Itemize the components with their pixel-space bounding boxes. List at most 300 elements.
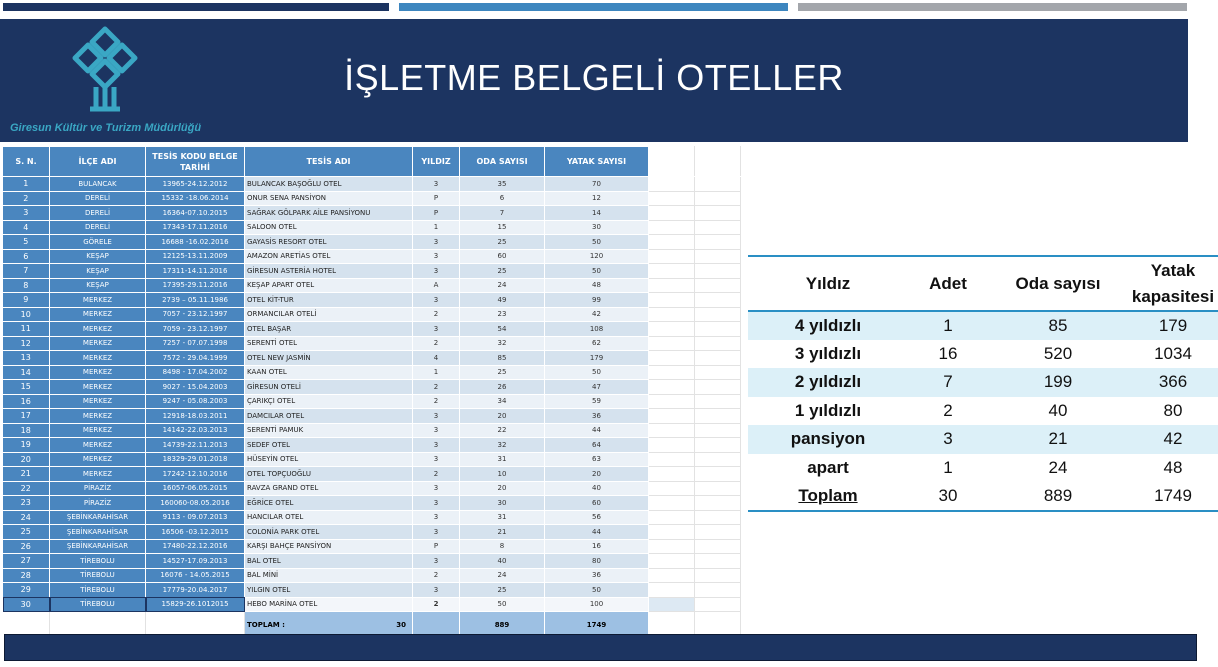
row-oda: 49 <box>460 293 545 308</box>
row-yatak: 50 <box>545 583 649 598</box>
row-blank <box>695 206 741 221</box>
row-sn: 6 <box>3 249 50 264</box>
row-yildiz: 3 <box>413 510 460 525</box>
bottom-bar <box>4 634 1197 661</box>
row-kod: 7059 - 23.12.1997 <box>146 322 245 337</box>
row-yatak: 48 <box>545 278 649 293</box>
row-blank <box>695 525 741 540</box>
row-tesis: SALOON OTEL <box>245 220 413 235</box>
row-yatak: 50 <box>545 365 649 380</box>
row-blank <box>695 191 741 206</box>
summary-oda: 21 <box>988 425 1128 454</box>
row-blank <box>695 409 741 424</box>
row-sn: 28 <box>3 568 50 583</box>
row-oda: 7 <box>460 206 545 221</box>
row-ilce: PİRAZİZ <box>50 496 146 511</box>
row-yatak: 47 <box>545 380 649 395</box>
row-blank <box>649 336 695 351</box>
row-yildiz: 4 <box>413 351 460 366</box>
row-blank <box>695 423 741 438</box>
row-sn: 9 <box>3 293 50 308</box>
row-blank <box>695 583 741 598</box>
summary-total-yatak: 1749 <box>1128 482 1218 511</box>
row-kod: 17242-12.10.2016 <box>146 467 245 482</box>
table-row <box>3 191 741 206</box>
summary-yatak: 366 <box>1128 368 1218 397</box>
table-row <box>3 452 741 467</box>
row-blank <box>649 597 695 612</box>
row-blank <box>649 249 695 264</box>
row-oda: 85 <box>460 351 545 366</box>
row-ilce: DERELİ <box>50 191 146 206</box>
summary-yatak: 48 <box>1163 457 1183 477</box>
table-header-row <box>3 147 741 177</box>
table-row <box>3 351 741 366</box>
row-oda: 50 <box>460 597 545 612</box>
row-ilce: MERKEZ <box>50 394 146 409</box>
row-ilce: TİREBOLU <box>50 554 146 569</box>
table-row <box>3 278 741 293</box>
row-oda: 6 <box>460 191 545 206</box>
table-row <box>3 307 741 322</box>
row-oda: 15 <box>460 220 545 235</box>
row-ilce: MERKEZ <box>50 423 146 438</box>
summary-total-row <box>748 482 1218 511</box>
row-kod: 8498 - 17.04.2002 <box>146 365 245 380</box>
row-kod: 17343-17.11.2016 <box>146 220 245 235</box>
row-kod: 14527-17.09.2013 <box>146 554 245 569</box>
row-ilce: BULANCAK <box>50 177 146 192</box>
row-blank <box>695 336 741 351</box>
summary-total-adet: 30 <box>908 482 988 511</box>
row-ilce: MERKEZ <box>50 467 146 482</box>
summary-adet: 2 <box>943 400 953 420</box>
row-yatak: 63 <box>545 452 649 467</box>
row-ilce: MERKEZ <box>50 336 146 351</box>
row-yatak: 50 <box>545 264 649 279</box>
table-row <box>3 597 741 612</box>
row-tesis: ÇARIKÇI OTEL <box>245 394 413 409</box>
row-blank <box>649 539 695 554</box>
summary-oda: 24 <box>1048 457 1068 477</box>
summary-header-oda: Oda sayısı <box>988 256 1128 311</box>
row-yildiz: 3 <box>413 481 460 496</box>
row-blank <box>695 568 741 583</box>
row-ilce: TİREBOLU <box>50 597 146 612</box>
row-tesis: ONUR SENA PANSİYON <box>245 191 413 206</box>
row-blank <box>649 177 695 192</box>
row-sn: 8 <box>3 278 50 293</box>
row-blank <box>695 278 741 293</box>
row-ilce: MERKEZ <box>50 307 146 322</box>
summary-header-yildiz: Yıldız <box>748 256 908 311</box>
row-sn: 22 <box>3 481 50 496</box>
summary-yatak: 42 <box>1128 425 1218 454</box>
row-kod: 14142-22.03.2013 <box>146 423 245 438</box>
row-yildiz: 2 <box>413 380 460 395</box>
summary-row <box>748 397 1218 426</box>
row-tesis: BAL MİNİ <box>245 568 413 583</box>
row-sn: 2 <box>3 191 50 206</box>
header-ilce: İLÇE ADI <box>50 147 146 177</box>
table-row <box>3 206 741 221</box>
row-ilce: MERKEZ <box>50 322 146 337</box>
summary-adet: 3 <box>908 425 988 454</box>
table-row <box>3 467 741 482</box>
row-tesis: BAL OTEL <box>245 554 413 569</box>
row-ilce: ŞEBİNKARAHİSAR <box>50 510 146 525</box>
row-ilce: DERELİ <box>50 206 146 221</box>
row-kod: 15332 -18.06.2014 <box>146 191 245 206</box>
row-kod: 16076 - 14.05.2015 <box>146 568 245 583</box>
row-kod: 17395-29.11.2016 <box>146 278 245 293</box>
row-ilce: KEŞAP <box>50 264 146 279</box>
table-row <box>3 380 741 395</box>
row-oda: 23 <box>460 307 545 322</box>
row-oda: 31 <box>460 510 545 525</box>
row-yatak: 108 <box>545 322 649 337</box>
summary-oda: 520 <box>1043 343 1073 363</box>
table-row <box>3 423 741 438</box>
row-yildiz: 3 <box>413 264 460 279</box>
row-oda: 31 <box>460 452 545 467</box>
row-yatak: 36 <box>545 568 649 583</box>
row-yildiz: A <box>413 278 460 293</box>
summary-label: 4 yıldızlı <box>748 311 908 340</box>
summary-header-row <box>748 256 1218 311</box>
row-blank <box>695 438 741 453</box>
row-tesis: YILGIN OTEL <box>245 583 413 598</box>
table-row <box>3 568 741 583</box>
row-tesis: HANCILAR OTEL <box>245 510 413 525</box>
table-row <box>3 336 741 351</box>
row-sn: 11 <box>3 322 50 337</box>
row-blank <box>649 235 695 250</box>
row-kod: 12125-13.11.2009 <box>146 249 245 264</box>
header-tesis: TESİS ADI <box>245 147 413 177</box>
row-oda: 8 <box>460 539 545 554</box>
row-yatak: 120 <box>545 249 649 264</box>
table-row <box>3 554 741 569</box>
summary-adet: 7 <box>908 368 988 397</box>
summary-oda: 199 <box>988 368 1128 397</box>
row-yildiz: 3 <box>413 452 460 467</box>
row-yildiz: 1 <box>413 220 460 235</box>
summary-row <box>748 454 1218 483</box>
row-yildiz: 3 <box>413 423 460 438</box>
row-blank <box>649 481 695 496</box>
row-yatak: 44 <box>545 423 649 438</box>
summary-label: 1 yıldızlı <box>794 400 862 420</box>
row-yildiz: P <box>413 191 460 206</box>
row-ilce: TİREBOLU <box>50 568 146 583</box>
row-sn: 4 <box>3 220 50 235</box>
row-tesis: KEŞAP APART OTEL <box>245 278 413 293</box>
row-ilce: MERKEZ <box>50 452 146 467</box>
table-row <box>3 496 741 511</box>
row-blank <box>695 554 741 569</box>
row-kod: 17480-22.12.2016 <box>146 539 245 554</box>
row-yildiz: 3 <box>413 525 460 540</box>
table-row <box>3 264 741 279</box>
summary-label: 2 yıldızlı <box>748 368 908 397</box>
row-tesis: SERENTİ OTEL <box>245 336 413 351</box>
summary-oda: 40 <box>1048 400 1068 420</box>
row-oda: 35 <box>460 177 545 192</box>
row-tesis: KAAN OTEL <box>245 365 413 380</box>
row-blank <box>695 394 741 409</box>
row-yatak: 70 <box>545 177 649 192</box>
row-blank <box>695 235 741 250</box>
row-kod: 15829-26.1012015 <box>146 597 245 612</box>
row-ilce: ŞEBİNKARAHİSAR <box>50 539 146 554</box>
row-yildiz: P <box>413 539 460 554</box>
logo-caption: Giresun Kültür ve Turizm Müdürlüğü <box>10 122 202 134</box>
row-sn: 1 <box>3 177 50 192</box>
row-yildiz: 3 <box>413 496 460 511</box>
row-tesis: SAĞRAK GÖLPARK AİLE PANSİYONU <box>245 206 413 221</box>
row-kod: 12918-18.03.2011 <box>146 409 245 424</box>
summary-header-yatak-line2: kapasitesi <box>1131 286 1215 306</box>
header-yildiz: YILDIZ <box>413 147 460 177</box>
row-kod: 7257 - 07.07.1998 <box>146 336 245 351</box>
row-sn: 15 <box>3 380 50 395</box>
row-yildiz: 2 <box>413 336 460 351</box>
row-oda: 32 <box>460 438 545 453</box>
row-ilce: MERKEZ <box>50 351 146 366</box>
row-sn: 26 <box>3 539 50 554</box>
row-blank <box>695 452 741 467</box>
row-yildiz: P <box>413 206 460 221</box>
row-blank <box>695 467 741 482</box>
top-bar-blue <box>399 3 788 11</box>
row-yatak: 44 <box>545 525 649 540</box>
top-bar-gray <box>798 3 1187 11</box>
row-ilce: TİREBOLU <box>50 583 146 598</box>
table-row <box>3 365 741 380</box>
summary-header-yatak-line1: Yatak <box>1150 260 1196 280</box>
row-blank <box>695 264 741 279</box>
summary-header-yatak <box>1128 256 1218 311</box>
row-sn: 16 <box>3 394 50 409</box>
row-kod: 18329-29.01.2018 <box>146 452 245 467</box>
total-oda: 889 <box>460 612 545 638</box>
row-tesis: OTEL TOPÇUOĞLU <box>245 467 413 482</box>
row-kod: 9247 - 05.08.2003 <box>146 394 245 409</box>
total-yatak: 1749 <box>545 612 649 638</box>
row-yatak: 30 <box>545 220 649 235</box>
row-yildiz: 3 <box>413 322 460 337</box>
row-blank <box>649 394 695 409</box>
row-sn: 24 <box>3 510 50 525</box>
row-blank <box>695 322 741 337</box>
row-tesis: GAYASİS RESORT OTEL <box>245 235 413 250</box>
top-bar-navy <box>3 3 389 11</box>
slide-title: İŞLETME BELGELİ OTELLER <box>344 57 844 98</box>
row-sn: 20 <box>3 452 50 467</box>
row-kod: 16506 -03.12.2015 <box>146 525 245 540</box>
row-ilce: PİRAZİZ <box>50 481 146 496</box>
row-sn: 19 <box>3 438 50 453</box>
row-kod: 16688 -16.02.2016 <box>146 235 245 250</box>
header-blank <box>649 147 695 177</box>
row-oda: 20 <box>460 481 545 496</box>
row-yildiz: 2 <box>413 597 460 612</box>
row-yatak: 62 <box>545 336 649 351</box>
table-row <box>3 293 741 308</box>
table-row <box>3 438 741 453</box>
row-blank <box>649 583 695 598</box>
table-row <box>3 394 741 409</box>
summary-adet: 1 <box>908 311 988 340</box>
row-oda: 32 <box>460 336 545 351</box>
row-blank <box>649 568 695 583</box>
row-kod: 17779-20.04.2017 <box>146 583 245 598</box>
summary-table <box>748 255 1218 512</box>
row-blank <box>649 365 695 380</box>
row-tesis: OTEL BAŞAR <box>245 322 413 337</box>
row-yatak: 12 <box>545 191 649 206</box>
summary-label: apart <box>807 457 849 477</box>
row-ilce: ŞEBİNKARAHİSAR <box>50 525 146 540</box>
title-banner <box>0 19 1188 142</box>
row-sn: 14 <box>3 365 50 380</box>
row-kod: 7057 - 23.12.1997 <box>146 307 245 322</box>
row-oda: 25 <box>460 365 545 380</box>
table-row <box>3 409 741 424</box>
row-yildiz: 3 <box>413 583 460 598</box>
summary-yatak: 179 <box>1128 311 1218 340</box>
row-sn: 30 <box>3 597 50 612</box>
row-sn: 18 <box>3 423 50 438</box>
row-blank <box>649 264 695 279</box>
row-oda: 21 <box>460 525 545 540</box>
row-blank <box>649 525 695 540</box>
summary-row <box>748 368 1218 397</box>
total-label: TOPLAM : <box>247 620 285 629</box>
row-oda: 25 <box>460 235 545 250</box>
table-row <box>3 583 741 598</box>
row-sn: 10 <box>3 307 50 322</box>
row-oda: 26 <box>460 380 545 395</box>
row-blank <box>649 278 695 293</box>
row-sn: 17 <box>3 409 50 424</box>
row-blank <box>695 351 741 366</box>
row-tesis: OTEL KİT-TUR <box>245 293 413 308</box>
summary-total-oda: 889 <box>988 482 1128 511</box>
row-kod: 9027 - 15.04.2003 <box>146 380 245 395</box>
row-yildiz: 3 <box>413 409 460 424</box>
row-yildiz: 2 <box>413 394 460 409</box>
row-blank <box>649 351 695 366</box>
row-oda: 54 <box>460 322 545 337</box>
row-tesis: COLONİA PARK OTEL <box>245 525 413 540</box>
row-oda: 20 <box>460 409 545 424</box>
row-blank <box>649 220 695 235</box>
row-ilce: MERKEZ <box>50 365 146 380</box>
header-oda: ODA SAYISI <box>460 147 545 177</box>
row-sn: 25 <box>3 525 50 540</box>
summary-total-label: Toplam <box>748 482 908 511</box>
row-blank <box>695 307 741 322</box>
row-yildiz: 2 <box>413 307 460 322</box>
row-tesis: KARŞI BAHÇE PANSİYON <box>245 539 413 554</box>
row-kod: 160060-08.05.2016 <box>146 496 245 511</box>
row-yatak: 100 <box>545 597 649 612</box>
summary-yatak: 80 <box>1163 400 1183 420</box>
row-oda: 40 <box>460 554 545 569</box>
row-yatak: 50 <box>545 235 649 250</box>
row-yildiz: 3 <box>413 293 460 308</box>
summary-label: 3 yıldızlı <box>794 343 862 363</box>
total-count: 30 <box>396 620 406 629</box>
row-tesis: GİRESUN ASTERİA HOTEL <box>245 264 413 279</box>
row-ilce: MERKEZ <box>50 293 146 308</box>
row-blank <box>649 307 695 322</box>
row-oda: 34 <box>460 394 545 409</box>
row-blank <box>695 249 741 264</box>
summary-row <box>748 340 1218 369</box>
table-row <box>3 525 741 540</box>
row-tesis: AMAZON ARETİAS OTEL <box>245 249 413 264</box>
summary-adet: 1 <box>943 457 953 477</box>
row-tesis: ORMANCILAR OTELİ <box>245 307 413 322</box>
row-ilce: KEŞAP <box>50 249 146 264</box>
row-oda: 25 <box>460 264 545 279</box>
table-row <box>3 322 741 337</box>
row-blank <box>649 191 695 206</box>
row-ilce: MERKEZ <box>50 409 146 424</box>
row-blank <box>695 481 741 496</box>
header-yatak: YATAK SAYISI <box>545 147 649 177</box>
row-yildiz: 3 <box>413 249 460 264</box>
row-tesis: SEDEF OTEL <box>245 438 413 453</box>
row-blank <box>695 293 741 308</box>
summary-label: pansiyon <box>748 425 908 454</box>
row-sn: 3 <box>3 206 50 221</box>
row-oda: 22 <box>460 423 545 438</box>
row-oda: 10 <box>460 467 545 482</box>
row-yildiz: 3 <box>413 235 460 250</box>
row-yildiz: 3 <box>413 438 460 453</box>
row-oda: 24 <box>460 568 545 583</box>
table-row <box>3 177 741 192</box>
table-row <box>3 235 741 250</box>
row-yatak: 42 <box>545 307 649 322</box>
row-blank <box>649 467 695 482</box>
row-ilce: MERKEZ <box>50 438 146 453</box>
row-blank <box>649 423 695 438</box>
header-sn: S. N. <box>3 147 50 177</box>
row-yatak: 179 <box>545 351 649 366</box>
row-yatak: 64 <box>545 438 649 453</box>
row-yatak: 99 <box>545 293 649 308</box>
row-kod: 9113 - 09.07.2013 <box>146 510 245 525</box>
row-tesis: BULANCAK BAŞOĞLU OTEL <box>245 177 413 192</box>
row-yildiz: 2 <box>413 568 460 583</box>
row-blank <box>695 365 741 380</box>
row-kod: 16057-06.05.2015 <box>146 481 245 496</box>
summary-row <box>748 311 1218 340</box>
row-blank <box>695 380 741 395</box>
row-blank <box>649 438 695 453</box>
row-tesis: OTEL NEW JASMİN <box>245 351 413 366</box>
row-yatak: 40 <box>545 481 649 496</box>
row-blank <box>649 510 695 525</box>
row-yatak: 80 <box>545 554 649 569</box>
row-blank <box>649 452 695 467</box>
hotel-table <box>2 146 741 648</box>
